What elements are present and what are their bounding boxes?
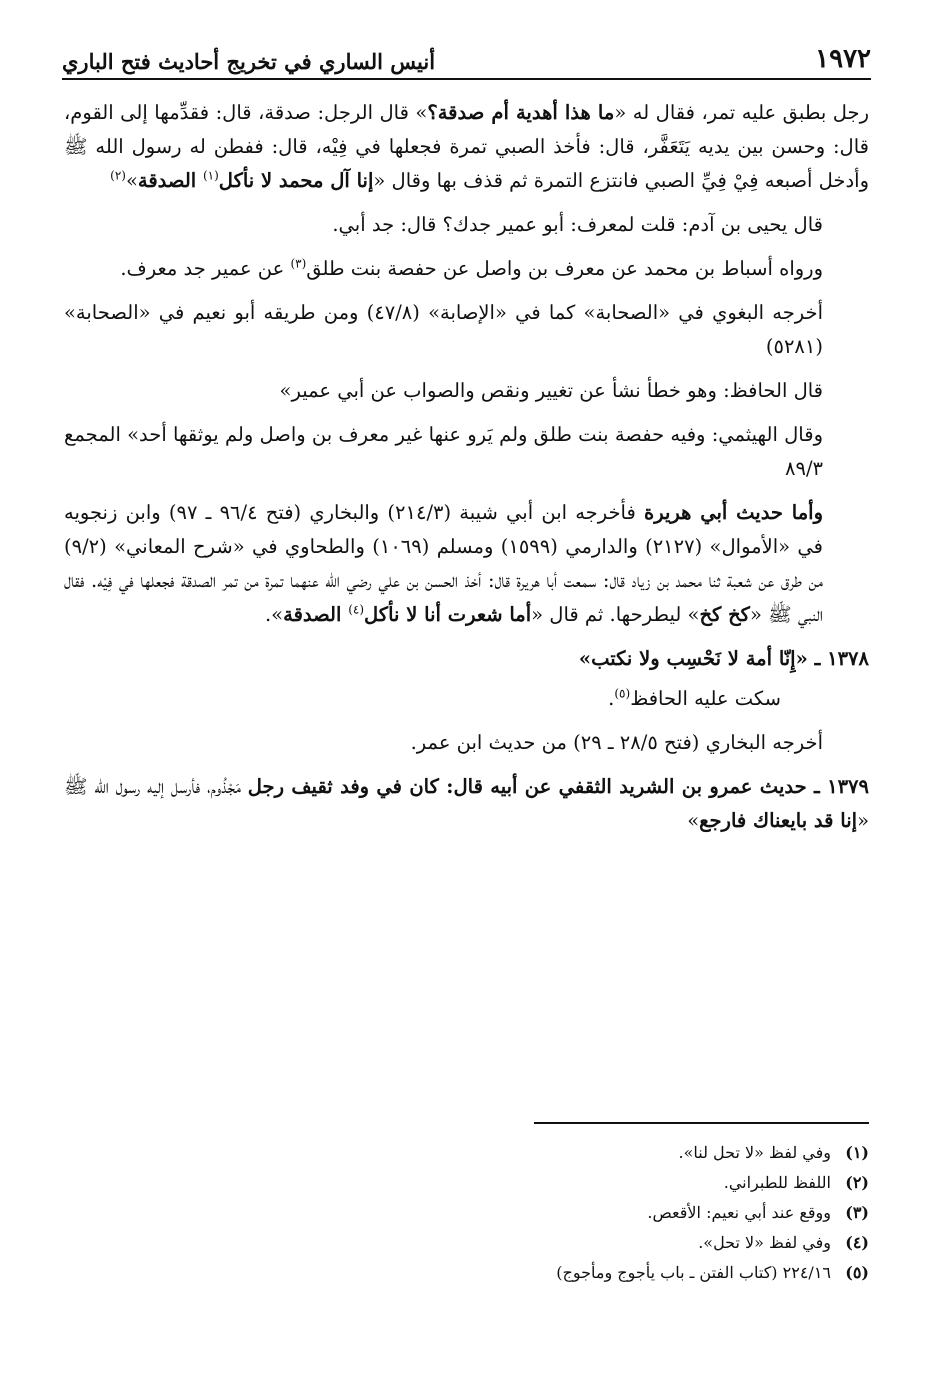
footnote-item	[64, 1258, 869, 1288]
text: »	[687, 809, 700, 832]
text: »	[125, 169, 138, 192]
footnote-text: وفي لفظ «لا تحل لنا».	[678, 1143, 831, 1162]
hadith-1379	[64, 770, 869, 838]
footnote-number: (٣)	[845, 1203, 869, 1222]
page-number: ١٩٧٢	[815, 44, 871, 74]
paragraph-bukhari: أخرجه البخاري (فتح ٢٨/٥ ـ ٢٩) من حديث ابن عمر.	[410, 731, 823, 754]
paragraph-abu-hurayra	[64, 496, 869, 632]
text: فأخرجه ابن أبي شيبة (٢١٤/٣) والبخاري (فتح ٩٦/٤ ـ ٩٧) وابن زنجويه في «الأموال» (٢١٢٧) والدارمي (١٥٩٩) ومسلم (١٠٦٩) والطحاوي في «شرح المعاني» (٩/٢) من طرق عن شعبة ثنا محمد بن زياد قال: سمعت أبا هريرة قال: أخذ الحسن بن علي رضي الله عنهما تمرة من تمر الصدقة فجعلها في فِيْه. فقال النبي ﷺ «	[64, 501, 823, 626]
text: .	[608, 687, 615, 710]
hadith-heading-1378: ١٣٧٨ ـ «إِنّا أمة لا نَحْسِب ولا نكتب»	[578, 647, 869, 670]
paragraph-hafiz-silent	[64, 682, 869, 716]
paragraph-asbat	[64, 252, 869, 286]
hadith-quote: إنا قد بايعناك فارجع	[699, 809, 858, 832]
footnote-ref: (٥)	[614, 686, 631, 701]
page-header	[62, 40, 871, 80]
text: ورواه أسباط بن محمد عن معرف بن واصل عن حفصة بنت طلق	[306, 257, 823, 280]
footnote-text: ووقع عند أبي نعيم: الأقعص.	[647, 1203, 831, 1222]
footnote-number: (١)	[845, 1143, 869, 1162]
text: » ليطرحها. ثم قال «	[531, 603, 700, 626]
paragraph-yahya: قال يحيى بن آدم: قلت لمعرف: أبو عمير جدك؟ قال: جد أبي.	[332, 213, 823, 236]
hadith-quote: إنا آل محمد لا نأكل	[218, 169, 374, 192]
hadith-quote: ما هذا أهدية أم صدقة؟	[427, 101, 615, 124]
footnote-ref: (٤)	[348, 602, 365, 617]
paragraph-hafiz: قال الحافظ: وهو خطأ نشأ عن تغيير ونقص والصواب عن أبي عمير»	[279, 379, 823, 402]
hadith-quote: الصدقة	[137, 169, 203, 192]
footnote-text: اللفظ للطبراني.	[723, 1173, 831, 1192]
footnote-divider	[534, 1122, 869, 1124]
text: عن عمير جد معرف.	[120, 257, 291, 280]
footnotes	[64, 1138, 869, 1288]
hadith-heading-1379: ١٣٧٩ ـ حديث عمرو بن الشريد الثقفي عن أبيه قال: كان في وفد ثقيف رجل	[247, 775, 869, 798]
hadith-quote: كخ كخ	[699, 603, 750, 626]
running-title: أنيس الساري في تخريج أحاديث فتح الباري	[62, 49, 436, 74]
footnote-ref: (١)	[202, 168, 219, 183]
text: ».	[264, 603, 284, 626]
hadith-quote: الصدقة	[283, 603, 349, 626]
footnote-item	[64, 1228, 869, 1258]
footnote-item	[64, 1168, 869, 1198]
hadith-quote: أما شعرت أنا لا نأكل	[364, 603, 532, 626]
page-body	[64, 96, 869, 848]
footnote-number: (٥)	[845, 1263, 869, 1282]
footnote-number: (٤)	[845, 1233, 869, 1252]
footnote-ref: (٢)	[110, 168, 126, 183]
text: مَجْذُوم، فأرسل إليه رسول الله ﷺ «	[64, 775, 869, 832]
footnote-text: وفي لفظ «لا تحل».	[698, 1233, 831, 1252]
text: رجل بطبق عليه تمر، فقال له «	[614, 101, 869, 124]
paragraph-hadith-continuation	[64, 96, 869, 198]
footnote-item	[64, 1138, 869, 1168]
footnote-number: (٢)	[845, 1173, 869, 1192]
section-lead: وأما حديث أبي هريرة	[644, 501, 823, 524]
footnote-item	[64, 1198, 869, 1228]
paragraph-baghawi: أخرجه البغوي في «الصحابة» كما في «الإصابة» (٤٧/٨) ومن طريقه أبو نعيم في «الصحابة» (٥٢٨١)	[64, 301, 823, 358]
paragraph-haythami: وقال الهيثمي: وفيه حفصة بنت طلق ولم يَرو عنها غير معرف بن واصل ولم يوثقها أحد» المجمع ٨٩/٣	[64, 423, 823, 480]
text: » قال الرجل: صدقة، قال: فقدِّمها إلى القوم، قال: وحسن بين يديه يَتَعَفَّر، قال: فأخذ الصبي تمرة فجعلها في فِيْه، قال: ففطن له رسول الله ﷺ وأدخل أصبعه فِيْ فِيِّ الصبي فانتزع التمرة ثم قذف بها وقال «	[64, 101, 869, 192]
footnote-ref: (٣)	[290, 256, 307, 271]
text: سكت عليه الحافظ	[630, 687, 781, 710]
footnote-text: ٢٢٤/١٦ (كتاب الفتن ـ باب يأجوج ومأجوج)	[556, 1263, 831, 1282]
